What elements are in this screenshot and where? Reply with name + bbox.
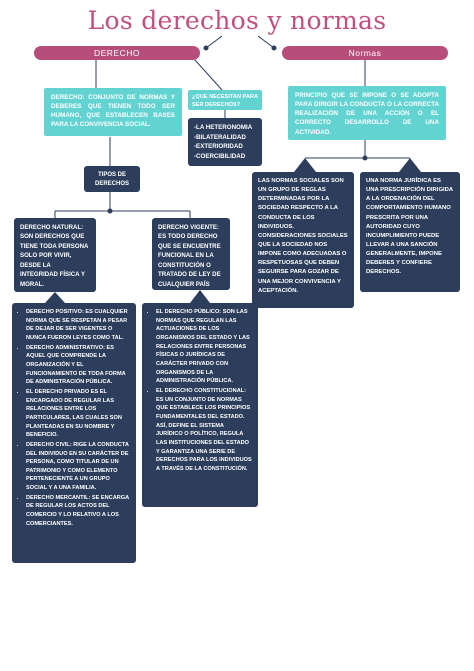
list-item: • DERECHO CIVIL: RIGE LA CONDUCTA DEL INDIVIDUO EN SU CARÁCTER DE PERSONA, COMO TITULAR DE UN PATRIMONIO Y COMO ELEMENTO PERTENECIENTE A UN GRUPO SOCIAL Y A UNA FAMILIA. — [26, 441, 130, 493]
normas-header: Normas — [282, 46, 448, 60]
derecho-definition: DERECHO: CONJUNTO DE NORMAS Y DEBERES QUE TIENEN TODO SER HUMANO, QUE ESTABLECEN BASES PARA LA CONVIVENCIA SOCIAL. — [44, 88, 182, 136]
characteristic-item: -COERCIBILIDAD — [194, 152, 246, 160]
natural-types-list — [12, 303, 136, 563]
normas-definition: PRINCIPIO QUE SE IMPONE O SE ADOPTA PARA DIRIGIR LA CONDUCTA O LA CORRECTA REALIZACIÓN DE UNA ACCIÓN O EL CORRECTO DESARROLLO DE UNA ACTIVIDAD. — [288, 86, 446, 140]
characteristic-item: -BILATERALIDAD — [194, 133, 246, 141]
normas-sociales-box: LAS NORMAS SOCIALES SON UN GRUPO DE REGLAS DETERMINADAS POR LA SOCIEDAD RESPECTO A LA CONDUCTA DE LOS INDIVIDUOS. CONSIDERACIONES SOCIALES QUE LA SOCIEDAD NOS IMPONE COMO ADECUADAS O RESPETUOSAS QUE DEBEN SEGUIRSE PARA GOZAR DE UNA MEJOR CONVIVENCIA Y ACEPTACIÓN. — [252, 172, 354, 308]
tipos-derechos-box: TIPOS DE DERECHOS — [84, 166, 140, 192]
characteristics-question: ¿QUE NECESITAN PARA SER DERECHOS? — [188, 90, 262, 110]
list-item: • DERECHO POSITIVO: ES CUALQUIER NORMA QUE SE RESPETAN A PESAR DE DEJAR DE SER VIGENTES O NUNCA FUERON LEYES COMO TAL. — [26, 308, 130, 343]
derecho-vigente-box: DERECHO VIGENTE: ES TODO DERECHO QUE SE ENCUENTRE FUNCIONAL EN LA CONSTITUCIÓN O TRATADO DE LEY DE CUALQUIER PAÍS — [152, 218, 230, 290]
vigente-types-list — [142, 303, 258, 507]
characteristics-list — [188, 118, 262, 166]
page-title: Los derechos y normas — [87, 6, 387, 35]
characteristic-item: -EXTERIORIDAD — [194, 143, 243, 151]
derecho-natural-box: DERECHO NATURAL: SON DERECHOS QUE TIENE TODA PERSONA SOLO POR VIVIR, DESDE LA INTEGRIDAD FÍSICA Y MORAL. — [14, 218, 96, 292]
list-item: • DERECHO ADMINISTRATIVO: ES AQUEL QUE COMPRENDE LA ORGANIZACIÓN Y EL FUNCIONAMIENTO DE TODA FORMA DE ADMINISTRACIÓN PÚBLICA. — [26, 344, 130, 387]
derecho-header: DERECHO — [34, 46, 200, 60]
list-item: • EL DERECHO CONSTITUCIONAL: ES UN CONJUNTO DE NORMAS QUE ESTABLECE LOS PRINCIPIOS FUNDAMENTALES DEL ESTADO. ASÍ, DEFINE EL SISTEMA JURÍDICO O POLÍTICO, REGULA LAS INSTITUCIONES DEL ESTADO Y GARANTIZA UNA SERIE DE DERECHOS PARA LOS INDIVIDUOS A TRAVÉS DE LA CONSTITUCIÓN. — [156, 387, 252, 474]
list-item: • EL DERECHO PÚBLICO: SON LAS NORMAS QUE REGULAN LAS ACTUACIONES DE LOS ORGANISMOS DEL ESTADO Y LAS RELACIONES ENTRE PERSONAS FÍSICAS O JURÍDICAS DE CARÁCTER PRIVADO CON ORGANISMOS DE LA ADMINISTRACIÓN PÚBLICA. — [156, 308, 252, 386]
list-item: • EL DERECHO PRIVADO ES EL ENCARGADO DE REGULAR LAS RELACIONES ENTRE LOS PARTICULARES, LAS CUALES SON PLANTEADAS EN SU NOMBRE Y BENEFICIO. — [26, 388, 130, 440]
list-item: • DERECHO MERCANTIL: SE ENCARGA DE REGULAR LOS ACTOS DEL COMERCIO Y LO RELATIVO A LOS COMERCIANTES. — [26, 494, 130, 529]
characteristic-item: -LA HETERONOMIA — [194, 124, 253, 131]
norma-juridica-box: UNA NORMA JURÍDICA ES UNA PRESCRIPCIÓN DIRIGIDA A LA ORDENACIÓN DEL COMPORTAMIENTO HUMANO PRESCRITA POR UNA AUTORIDAD CUYO INCUMPLIMIENTO PUEDE LLEVAR A UNA SANCIÓN GENERALMENTE, IMPONE DEBERES Y CONFIERE DERECHOS. — [360, 172, 460, 292]
